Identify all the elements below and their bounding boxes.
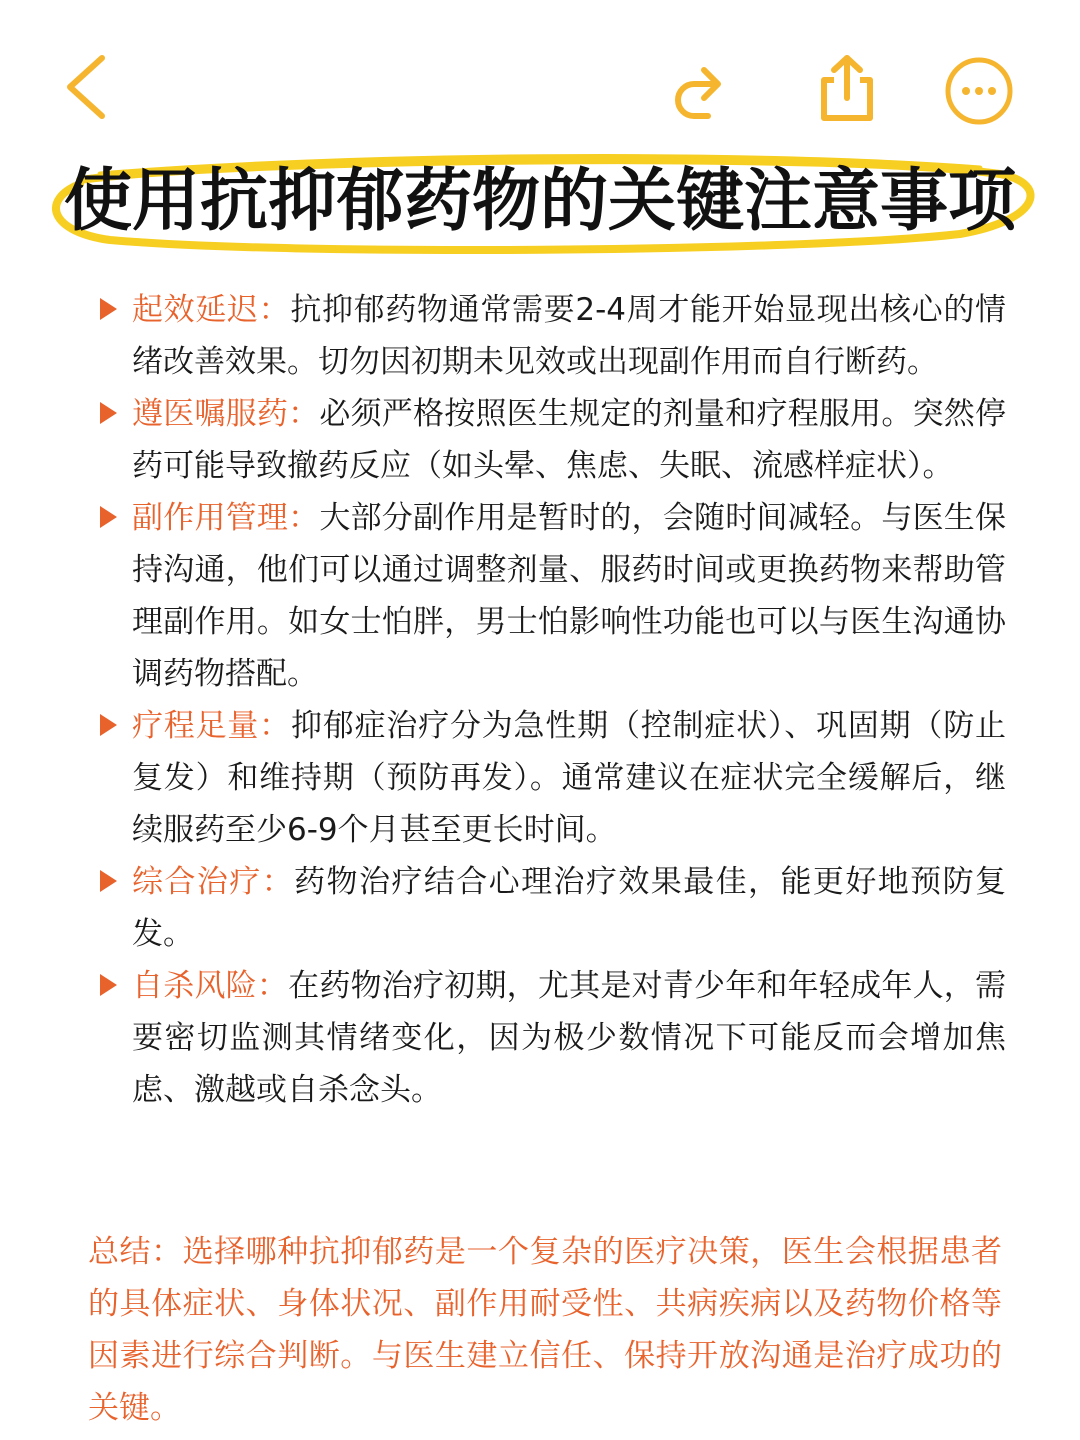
- back-icon[interactable]: [58, 52, 118, 122]
- list-item: [96, 700, 1006, 856]
- page-title: 使用抗抑郁药物的关键注意事项: [63, 162, 1016, 241]
- top-nav-bar: [0, 0, 1080, 150]
- triangle-bullet-icon: [100, 974, 117, 996]
- title-block: [40, 140, 1040, 265]
- list-item: [96, 960, 1006, 1116]
- list-item: [96, 856, 1006, 960]
- more-icon[interactable]: [942, 54, 1016, 128]
- item-text: 抗抑郁药物通常需要2-4周才能开始显现出核心的情绪改善效果。切勿因初期未见效或出现副作用而自行断药。: [132, 292, 1006, 380]
- list-item: [96, 388, 1006, 492]
- summary-paragraph: 总结：选择哪种抗抑郁药是一个复杂的医疗决策，医生会根据患者的具体症状、身体状况、副作用耐受性、共病疾病以及药物价格等因素进行综合判断。与医生建立信任、保持开放沟通是治疗成功的关键。: [88, 1234, 1002, 1426]
- item-text: 大部分副作用是暂时的，会随时间减轻。与医生保持沟通，他们可以通过调整剂量、服药时间或更换药物来帮助管理副作用。如女士怕胖，男士怕影响性功能也可以与医生沟通协调药物搭配。: [132, 500, 1007, 692]
- item-text: 在药物治疗初期，尤其是对青少年和年轻成年人，需要密切监测其情绪变化，因为极少数情况下可能反而会增加焦虑、激越或自杀念头。: [132, 968, 1007, 1108]
- triangle-bullet-icon: [100, 870, 117, 892]
- item-label: 副作用管理：: [132, 500, 320, 536]
- item-text: 必须严格按照医生规定的剂量和疗程服用。突然停药可能导致撤药反应（如头晕、焦虑、失眠、流感样症状）。: [132, 396, 1007, 484]
- triangle-bullet-icon: [100, 402, 117, 424]
- item-label: 疗程足量：: [132, 708, 291, 744]
- item-label: 遵医嘱服药：: [132, 396, 320, 432]
- item-text: 药物治疗结合心理治疗效果最佳，能更好地预防复发。: [132, 864, 1007, 952]
- item-text: 抑郁症治疗分为急性期（控制症状）、巩固期（防止复发）和维持期（预防再发）。通常建议在症状完全缓解后，继续服药至少6-9个月甚至更长时间。: [132, 708, 1007, 848]
- item-label: 自杀风险：: [132, 968, 289, 1004]
- list-item: [96, 284, 1006, 388]
- list-item: [96, 492, 1006, 700]
- redo-icon[interactable]: [668, 58, 734, 124]
- share-icon[interactable]: [814, 52, 880, 124]
- item-label: 起效延迟：: [132, 292, 291, 328]
- triangle-bullet-icon: [100, 714, 117, 736]
- triangle-bullet-icon: [100, 298, 117, 320]
- item-label: 综合治疗：: [132, 864, 295, 900]
- triangle-bullet-icon: [100, 506, 117, 528]
- notes-list: [96, 284, 1006, 1116]
